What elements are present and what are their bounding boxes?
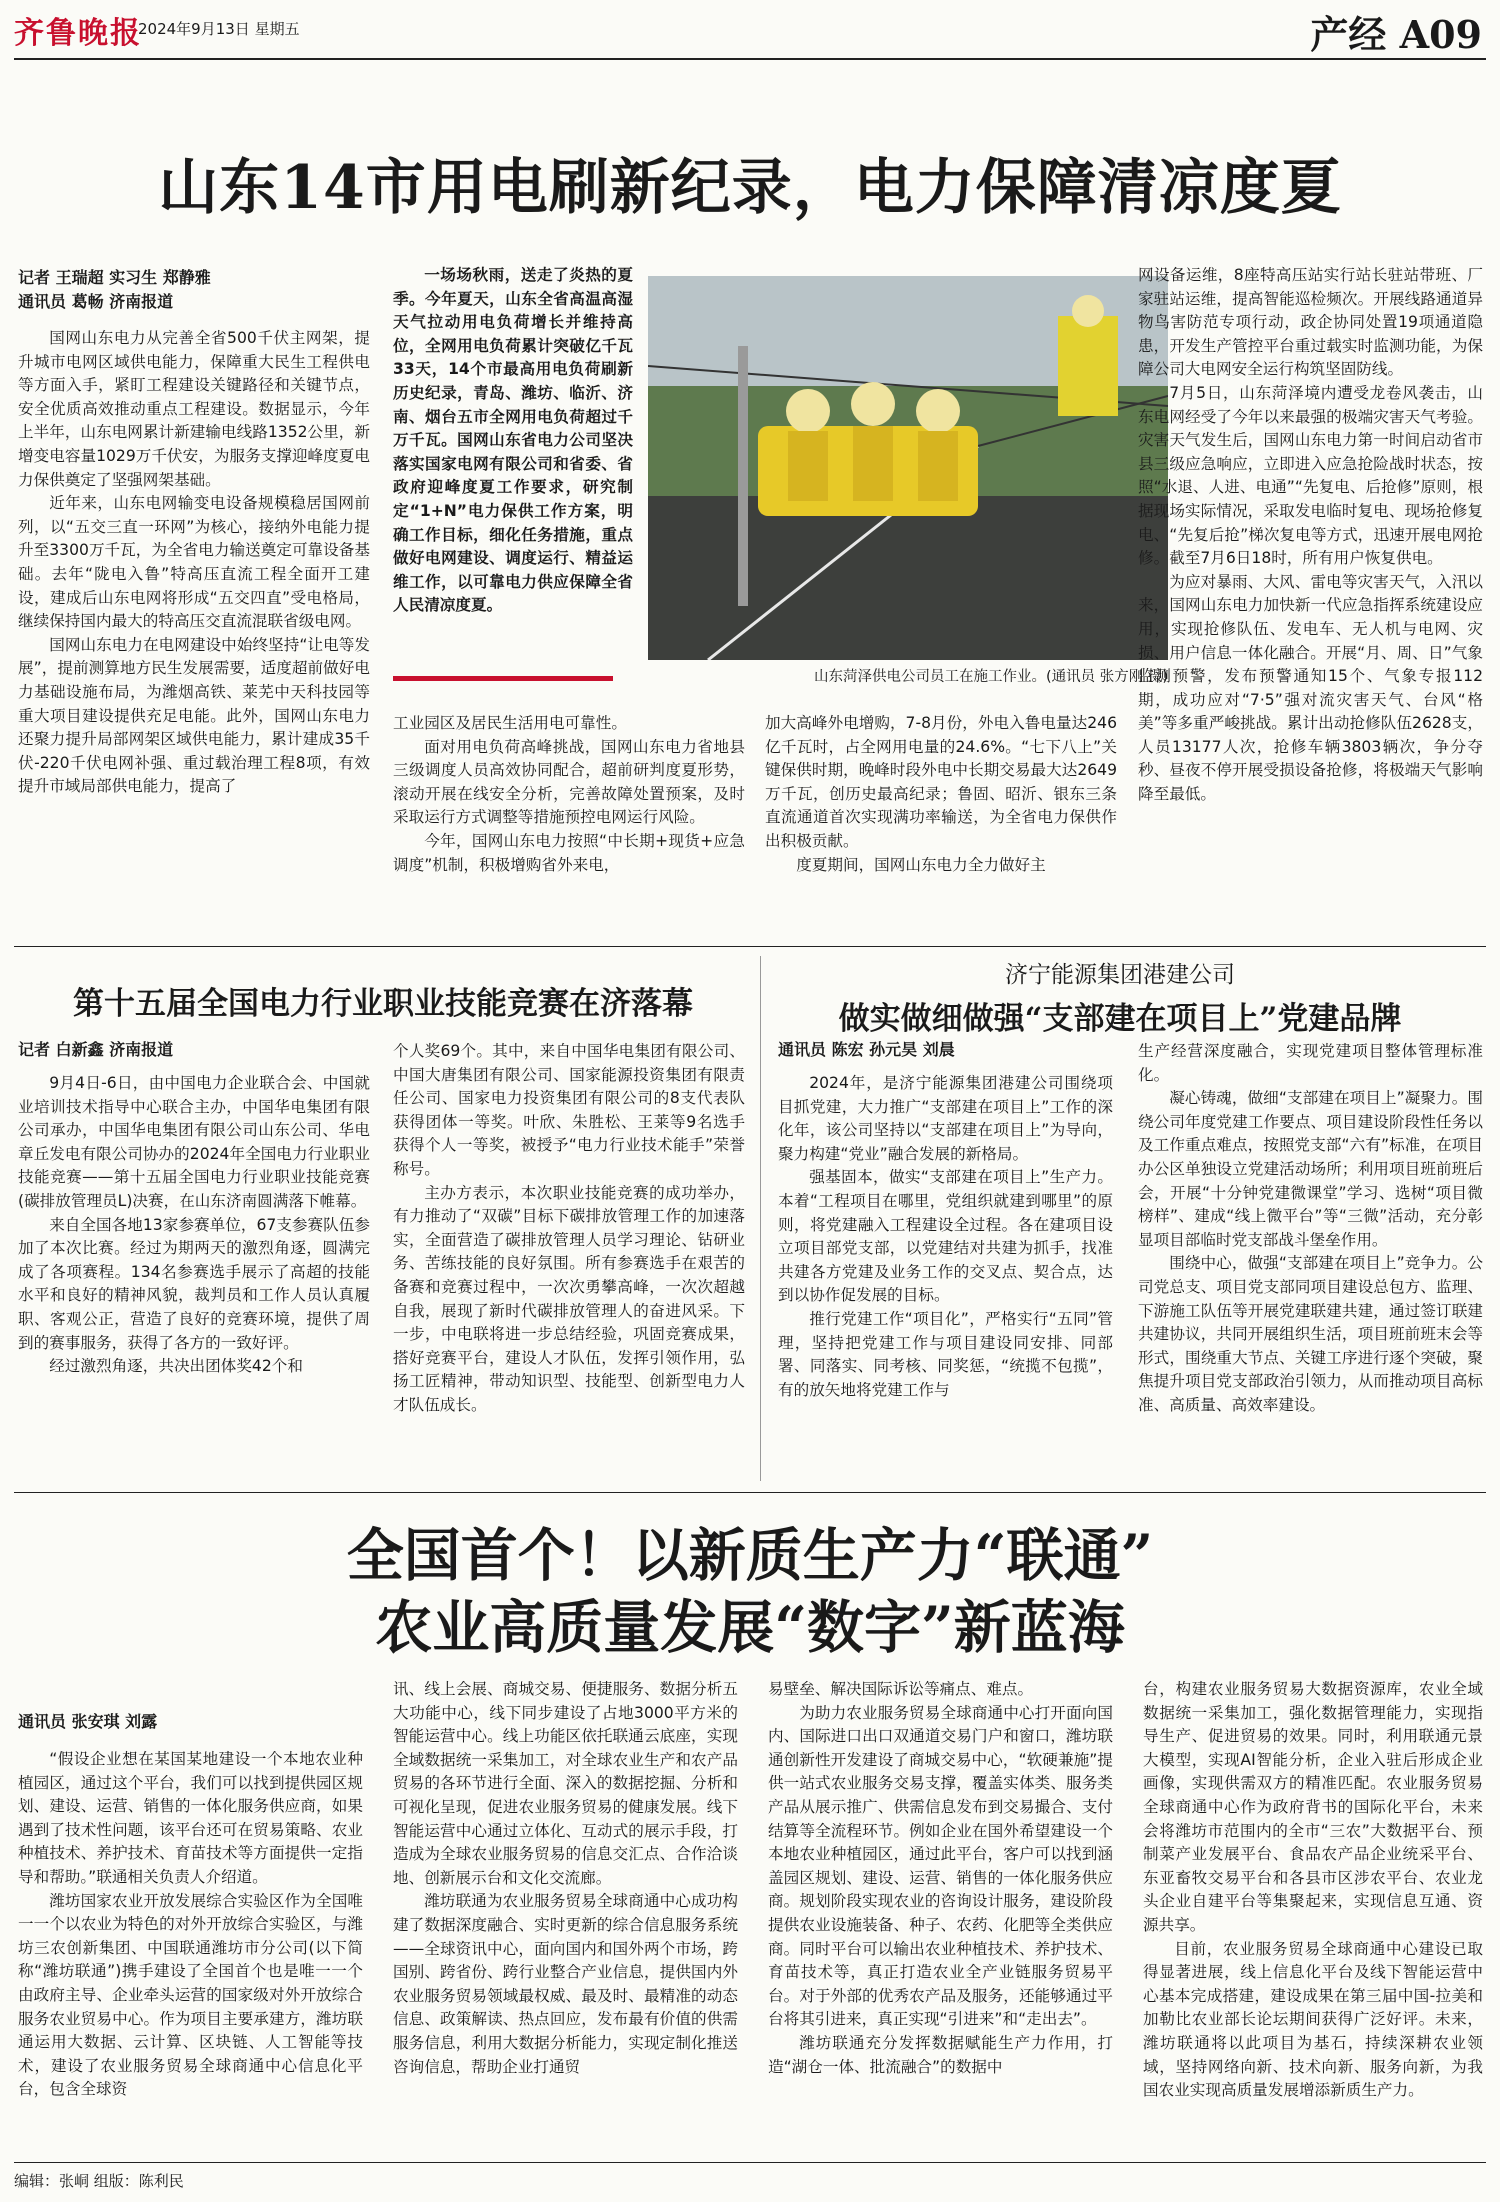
kicker: 济宁能源集团港建公司 [1005, 962, 1235, 988]
byline: 通讯员 张安琪 刘露 [18, 1712, 158, 1731]
article1-column-3: 加大高峰外电增购，7-8月份，外电入鲁电量达246亿千瓦时，占全网用电量的24.6%。“七下八上”关键保供时期，晚峰时段外电中长期交易最大达2649万千瓦，创历史最高纪录；鲁固、昭沂、银东三条直流通道首次实现满功率输送，为全省电力保供作出积极贡献。 度夏期间，国网山东电力全力做好主 [765, 714, 1117, 874]
footer-rule [14, 2162, 1486, 2163]
article1-column-4: 网设备运维，8座特高压站实行站长驻站带班、厂家驻站运维，提高智能巡检频次。开展线路通道异物鸟害防范专项行动，政企协同处置19项通道隐患，开发生产管控平台重过载实时监测功能，为保障公司大电网安全运行构筑坚固防线。 7月5日，山东菏泽境内遭受龙卷风袭击，山东电网经受了今年以来最强的极端灾害天气考验。灾害天气发生后，国网山东电力第一时间启动省市县三级应急响应，立即进入应急抢险战时状态，按照“水退、人进、电通”“先复电、后抢修”原则，根据现场实际情况，采取发电临时复电、现场抢修复电、“先复后抢”梯次复电等方式，迅速开展电网抢修。截至7月6日18时，所有用户恢复供电。 为应对暴雨、大风、雷电等灾害天气，入汛以来，国网山东电力加快新一代应急指挥系统建设应用，实现抢修队伍、发电车、无人机与电网、灾损、用户信息一体化融合。开展“月、周、日”气象监测预警，发布预警通知15个、气象专报112期，成功应对“7·5”强对流灾害天气、台风“格美”等多重严峻挑战。累计出动抢修队伍2628支，人员13177人次，抢修车辆3803辆次，争分夺秒、昼夜不停开展受损设备抢修，将极端天气影响降至最低。 [1138, 266, 1483, 804]
byline: 记者 白新鑫 济南报道 [18, 1040, 174, 1059]
header-rule [14, 58, 1486, 60]
article4-column-2: 讯、线上会展、商城交易、便捷服务、数据分析五大功能中心，线下同步建设了占地3000平方米的智能运营中心。线上功能区依托联通云底座，实现全域数据统一采集加工，对全球农业生产和农产品贸易的各环节进行全面、深入的数据挖掘、分析和可视化呈现，促进农业服务贸易的健康发展。线下智能运营中心通过立体化、互动式的展示手段，打造成为全球农业服务贸易的信息交汇点、合作洽谈地、创新展示台和文化交流廊。 潍坊联通为农业服务贸易全球商通中心成功构建了数据深度融合、实时更新的综合信息服务系统——全球资讯中心，面向国内和国外两个市场，跨国别、跨省份、跨行业整合产业信息，提供国内外农业服务贸易领域最权威、最及时、最精准的动态信息、政策解读、热点回应，发布最有价值的供需服务信息，利用大数据分析能力，实现定制化推送咨询信息，帮助企业打通贸 [393, 1680, 738, 2076]
headline-skills-competition: 第十五届全国电力行业职业技能竞赛在济落幕 [73, 986, 693, 1022]
news-photo [648, 276, 1168, 660]
article1-column-2: 工业园区及居民生活用电可靠性。 面对用电负荷高峰挑战，国网山东电力省地县三级调度人员高效协同配合，超前研判度夏形势，滚动开展在线安全分析，完善故障处置预案，及时采取运行方式调整等措施预控电网运行风险。 今年，国网山东电力按照“中长期+现货+应急调度”机制，积极增购省外来电， [393, 714, 745, 874]
section-divider [14, 946, 1486, 947]
footer-credits: 编辑：张峒 组版：陈利民 [14, 2172, 184, 2190]
article4-column-3: 易壁垒、解决国际诉讼等痛点、难点。 为助力农业服务贸易全球商通中心打开面向国内、国际进口出口双通道交易门户和窗口，潍坊联通创新性开发建设了商城交易中心，“软硬兼施”提供一站式农业服务交易支撑，覆盖实体类、服务类产品从展示推广、供需信息发布到交易撮合、支付结算等全流程环节。例如企业在国外希望建设一个本地农业种植园区，通过此平台，客户可以找到涵盖园区规划、建设、运营、销售的一体化服务供应商。规划阶段实现农业的咨询设计服务，建设阶段提供农业设施装备、种子、农药、化肥等全类供应商。同时平台可以输出农业种植技术、养护技术、育苗技术等，真正打造农业全产业链服务贸易平台。对于外部的优秀农产品及服务，还能够通过平台将其引进来，真正实现“引进来”和“走出去”。 潍坊联通充分发挥数据赋能生产力作用，打造“湖仓一体、批流融合”的数据中 [768, 1680, 1113, 2076]
headline-party-building: 做实做细做强“支部建在项目上”党建品牌 [838, 1001, 1402, 1037]
article3-column-1: 2024年，是济宁能源集团港建公司围绕项目抓党建，大力推广“支部建在项目上”工作的深化年，该公司坚持以“支部建在项目上”为导向，聚力构建“党业”融合发展的新格局。 强基固本，做实“支部建在项目上”生产力。本着“工程项目在哪里，党组织就建到哪里”的原则，将党建融入工程建设全过程。各在建项目设立项目部党支部，以党建结对共建为抓手，找准共建各方党建及业务工作的交叉点、契合点，达到以协作促发展的目标。 推行党建工作“项目化”，严格实行“五同”管理，坚持把党建工作与项目建设同安排、同部署、同落实、同考核、同奖惩，“统揽不包揽”，有的放矢地将党建工作与 [778, 1074, 1113, 1399]
article4-column-1: “假设企业想在某国某地建设一个本地农业种植园区，通过这个平台，我们可以找到提供园区规划、建设、运营、销售的一体化服务供应商，如果遇到了技术性问题，该平台还可在贸易策略、农业种植技术、养护技术、育苗技术等方面提供一定指导和帮助。”联通相关负责人介绍道。 潍坊国家农业开放发展综合实验区作为全国唯一一个以农业为特色的对外开放综合实验区，与潍坊三农创新集团、中国联通潍坊市分公司(以下简称“潍坊联通”)携手建设了全国首个也是唯一一个由政府主导、企业牵头运营的国家级对外开放综合服务农业贸易中心。作为项目主要承建方，潍坊联通运用大数据、云计算、区块链、人工智能等技术，建设了农业服务贸易全球商通中心信息化平台，包含全球资 [18, 1750, 363, 2099]
article2-column-1: 9月4日-6日，由中国电力企业联合会、中国就业培训技术指导中心联合主办，中国华电集团有限公司承办，中国华电集团有限公司山东公司、华电章丘发电有限公司协办的2024年全国电力行业职业技能竞赛——第十五届全国电力行业职业技能竞赛(碳排放管理员L)决赛，在山东济南圆满落下帷幕。 来自全国各地13家参赛单位，67支参赛队伍参加了本次比赛。经过为期两天的激烈角逐，圆满完成了各项赛程。134名参赛选手展示了高超的技能水平和良好的精神风貌，裁判员和工作人员认真履职、客观公正，营造了良好的竞赛环境，提供了周到的赛事服务，获得了各方的一致好评。 经过激烈角逐，共决出团体奖42个和 [18, 1074, 370, 1376]
photo-caption: 山东菏泽供电公司员工在施工作业。(通讯员 张方刚 摄) [813, 669, 1168, 685]
accent-bar [393, 676, 613, 681]
section-divider [14, 1492, 1486, 1493]
article4-column-4: 台，构建农业服务贸易大数据资源库，农业全域数据统一采集加工，强化数据管理能力，实现指导生产、促进贸易的效果。同时，利用联通元景大模型，实现AI智能分析，企业入驻后形成企业画像，实现供需双方的精准匹配。农业服务贸易全球商通中心作为政府背书的国际化平台，未来会将潍坊市范围内的全市“三农”大数据平台、预制菜产业发展平台、食品农产品企业统采平台、东亚畜牧交易平台和各县市区涉农平台、农业龙头企业自建平台等集聚起来，实现信息互通、资源共享。 目前，农业服务贸易全球商通中心建设已取得显著进展，线上信息化平台及线下智能运营中心基本完成搭建，建设成果在第三届中国-拉美和加勒比农业部长论坛期间获得广泛好评。未来，潍坊联通将以此项目为基石，持续深耕农业领域，坚持网络向新、技术向新、服务向新，为我国农业实现高质量发展增添新质生产力。 [1143, 1680, 1483, 2100]
byline: 通讯员 葛畅 济南报道 [18, 292, 174, 311]
column-divider [760, 956, 761, 1481]
headline-power-supply: 山东14市用电刷新纪录，电力保障清凉度夏 [158, 153, 1342, 223]
article1-intro: 一场场秋雨，送走了炎热的夏季。今年夏天，山东全省高温高湿天气拉动用电负荷增长并维持高位，全网用电负荷累计突破亿千瓦33天，14个市最高用电负荷刷新历史纪录，青岛、潍坊、临沂、济南、烟台五市全网用电负荷超过千万千瓦。国网山东省电力公司坚决落实国家电网有限公司和省委、省政府迎峰度夏工作要求，研究制定“1+N”电力保供工作方案，明确工作目标，细化任务措施，重点做好电网建设、调度运行、精益运维工作，以可靠电力供应保障全省人民清凉度夏。 [393, 266, 633, 615]
byline: 记者 王瑞超 实习生 郑静雅 [18, 268, 211, 287]
byline: 通讯员 陈宏 孙元昊 刘晨 [778, 1040, 955, 1059]
issue-date: 2024年9月13日 星期五 [138, 20, 300, 38]
article1-column-1: 国网山东电力从完善全省500千伏主网架，提升城市电网区域供电能力，保障重大民生工程供电等方面入手，紧盯工程建设关键路径和关键节点，安全优质高效推动重点工程建设。数据显示，今年上半年，山东电网累计新建输电线路1352公里，新增变电容量1029万千伏安，为服务支撑迎峰度夏电力保供奠定了坚强网架基础。 近年来，山东电网输变电设备规模稳居国网前列，以“五交三直一环网”为核心，接纳外电能力提升至3300万千瓦，为全省电力输送奠定可靠设备基础。去年“陇电入鲁”特高压直流工程全面开工建设，建成后山东电网将形成“五交四直”受电格局，继续保持国内最大的特高压交直流混联省级电网。 国网山东电力在电网建设中始终坚持“让电等发展”，提前测算地方民生发展需要，适度超前做好电力基础设施布局，为潍烟高铁、莱芜中天科技园等重大项目建设提供充足电能。此外，国网山东电力还聚力提升局部网架区域供电能力，累计建成35千伏-220千伏电网补强、重过载治理工程8项，有效提升市域局部供电能力，提高了 [18, 329, 370, 796]
article2-column-2: 个人奖69个。其中，来自中国华电集团有限公司、中国大唐集团有限公司、国家能源投资集团有限责任公司、国家电力投资集团有限公司的8支代表队获得团体一等奖。叶欣、朱胜松、王莱等9名选手获得个人一等奖，被授予“电力行业技术能手”荣誉称号。 主办方表示，本次职业技能竞赛的成功举办，有力推动了“双碳”目标下碳排放管理工作的加速落实，全面营造了碳排放管理人员学习理论、钻研业务、苦练技能的良好氛围。所有参赛选手在艰苦的备赛和竞赛过程中，一次次勇攀高峰，一次次超越自我，展现了新时代碳排放管理人的奋进风采。下一步，中电联将进一步总结经验，巩固竞赛成果，搭好竞赛平台，建设人才队伍，发挥引领作用，弘扬工匠精神，带动知识型、技能型、创新型电力人才队伍成长。 [393, 1042, 745, 1414]
page-section: 产经 A09 [1310, 12, 1482, 57]
newspaper-logo: 齐鲁晚报 [14, 16, 142, 51]
article3-column-2: 生产经营深度融合，实现党建项目整体管理标准化。 凝心铸魂，做细“支部建在项目上”凝聚力。围绕公司年度党建工作要点、项目建设阶段性任务以及工作重点难点，按照党支部“六有”标准，在项目办公区单独设立党建活动场所；利用项目班前班后会，开展“十分钟党建微课堂”学习、选树“项目微榜样”、建成“线上微平台”等“三微”活动，充分彰显项目部临时党支部战斗堡垒作用。 围绕中心，做强“支部建在项目上”竞争力。公司党总支、项目党支部同项目建设总包方、监理、下游施工队伍等开展党建联建共建，通过签订联建共建协议，共同开展组织生活，项目班前班末会等形式，围绕重大节点、关键工序进行逐个突破，聚焦提升项目党支部政治引领力，从而推动项目高标准、高质量、高效率建设。 [1138, 1042, 1483, 1414]
headline-agri-trade: 全国首个！以新质生产力“联通” 农业高质量发展“数字”新蓝海 [346, 1522, 1154, 1661]
